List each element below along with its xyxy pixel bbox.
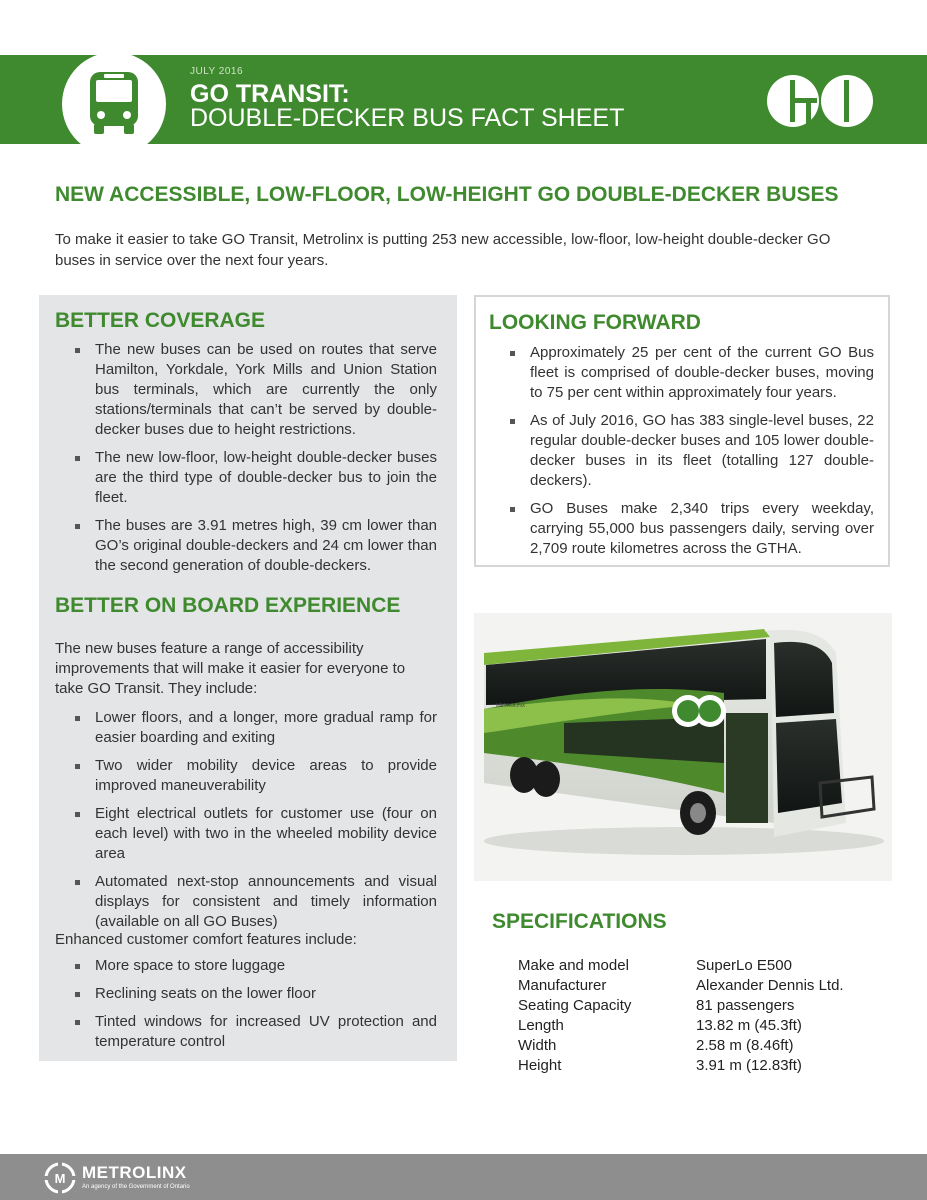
comfort-intro: Enhanced customer comfort features include: xyxy=(55,931,357,948)
list-item: Two wider mobility device areas to provide improved maneuverability xyxy=(55,756,437,796)
on-board-list xyxy=(55,708,437,940)
table-row xyxy=(518,976,844,996)
spec-value: SuperLo E500 xyxy=(696,957,792,974)
spec-value: 2.58 m (8.46ft) xyxy=(696,1037,794,1054)
looking-forward-heading: LOOKING FORWARD xyxy=(489,311,701,334)
main-heading: NEW ACCESSIBLE, LOW-FLOOR, LOW-HEIGHT GO DOUBLE-DECKER BUSES xyxy=(55,183,839,206)
table-row xyxy=(518,996,844,1016)
list-item: Eight electrical outlets for customer use (four on each level) with two in the wheeled mobility device area xyxy=(55,804,437,864)
footer-tagline: An agency of the Government of Ontario xyxy=(82,1184,190,1190)
spec-value: 3.91 m (12.83ft) xyxy=(696,1057,802,1074)
specifications-table xyxy=(518,956,844,1076)
metrolinx-logo-icon xyxy=(44,1162,76,1194)
list-item: Approximately 25 per cent of the current GO Bus fleet is comprised of double-decker buses, moving to 75 per cent within approximately four years. xyxy=(490,343,874,403)
double-decker-bus-illustration xyxy=(474,613,892,881)
bus-side-text: METROLINX xyxy=(496,703,526,709)
table-row xyxy=(518,1036,844,1056)
spec-label: Length xyxy=(518,1017,564,1034)
list-item: Tinted windows for increased UV protection and temperature control xyxy=(55,1012,437,1052)
specifications-heading: SPECIFICATIONS xyxy=(492,910,667,933)
better-coverage-heading: BETTER COVERAGE xyxy=(55,309,266,332)
looking-forward-box xyxy=(474,295,890,567)
spec-label: Height xyxy=(518,1057,562,1074)
list-item: More space to store luggage xyxy=(55,956,437,976)
spec-value: Alexander Dennis Ltd. xyxy=(696,977,844,994)
page-title: GO TRANSIT: xyxy=(190,80,350,108)
looking-forward-list xyxy=(490,343,874,567)
list-item: As of July 2016, GO has 383 single-level buses, 22 regular double-decker buses and 105 lower double-decker buses in its fleet (totalling 127 double-deckers). xyxy=(490,411,874,491)
table-row xyxy=(518,956,844,976)
bus-icon-badge xyxy=(62,52,166,156)
list-item: The buses are 3.91 metres high, 39 cm lower than GO’s original double-deckers and 24 cm lower than the second generation of double-deckers. xyxy=(55,516,437,576)
list-item: Reclining seats on the lower floor xyxy=(55,984,437,1004)
spec-label: Manufacturer xyxy=(518,977,607,994)
list-item: The new low-floor, low-height double-decker buses are the third type of double-decker bus to join the fleet. xyxy=(55,448,437,508)
spec-label: Make and model xyxy=(518,957,629,974)
publication-date: JULY 2016 xyxy=(190,66,244,77)
list-item: Lower floors, and a longer, more gradual ramp for easier boarding and exiting xyxy=(55,708,437,748)
spec-label: Width xyxy=(518,1037,557,1054)
list-item: The new buses can be used on routes that serve Hamilton, Yorkdale, York Mills and Union Station bus terminals, which are currently the only stations/terminals that can’t be served by double-decker buses due to height restrictions. xyxy=(55,340,437,440)
list-item: Automated next-stop announcements and visual displays for consistent and timely information (available on all GO Buses) xyxy=(55,872,437,932)
bus-photo xyxy=(474,613,892,881)
bus-icon xyxy=(88,70,140,136)
better-coverage-list xyxy=(55,340,437,584)
footer-org-name: METROLINX xyxy=(82,1163,187,1182)
spec-value: 81 passengers xyxy=(696,997,795,1014)
go-logo xyxy=(766,74,874,128)
list-item: GO Buses make 2,340 trips every weekday, carrying 55,000 bus passengers daily, serving over 2,709 route kilometres across the GTHA. xyxy=(490,499,874,559)
comfort-list xyxy=(55,956,437,1060)
on-board-intro: The new buses feature a range of accessibility improvements that will make it easier for everyone to take GO Transit. They include: xyxy=(55,640,406,697)
page-subtitle: DOUBLE-DECKER BUS FACT SHEET xyxy=(190,104,625,132)
table-row xyxy=(518,1056,844,1076)
intro-paragraph: To make it easier to take GO Transit, Metrolinx is putting 253 new accessible, low-floor, low-height double-decker GO buses in service over the next four years. xyxy=(55,231,831,269)
table-row xyxy=(518,1016,844,1036)
spec-value: 13.82 m (45.3ft) xyxy=(696,1017,802,1034)
left-panel xyxy=(39,295,457,1061)
metrolinx-logo-letter: M xyxy=(54,1171,66,1186)
spec-label: Seating Capacity xyxy=(518,997,632,1014)
better-on-board-heading: BETTER ON BOARD EXPERIENCE xyxy=(55,594,401,617)
